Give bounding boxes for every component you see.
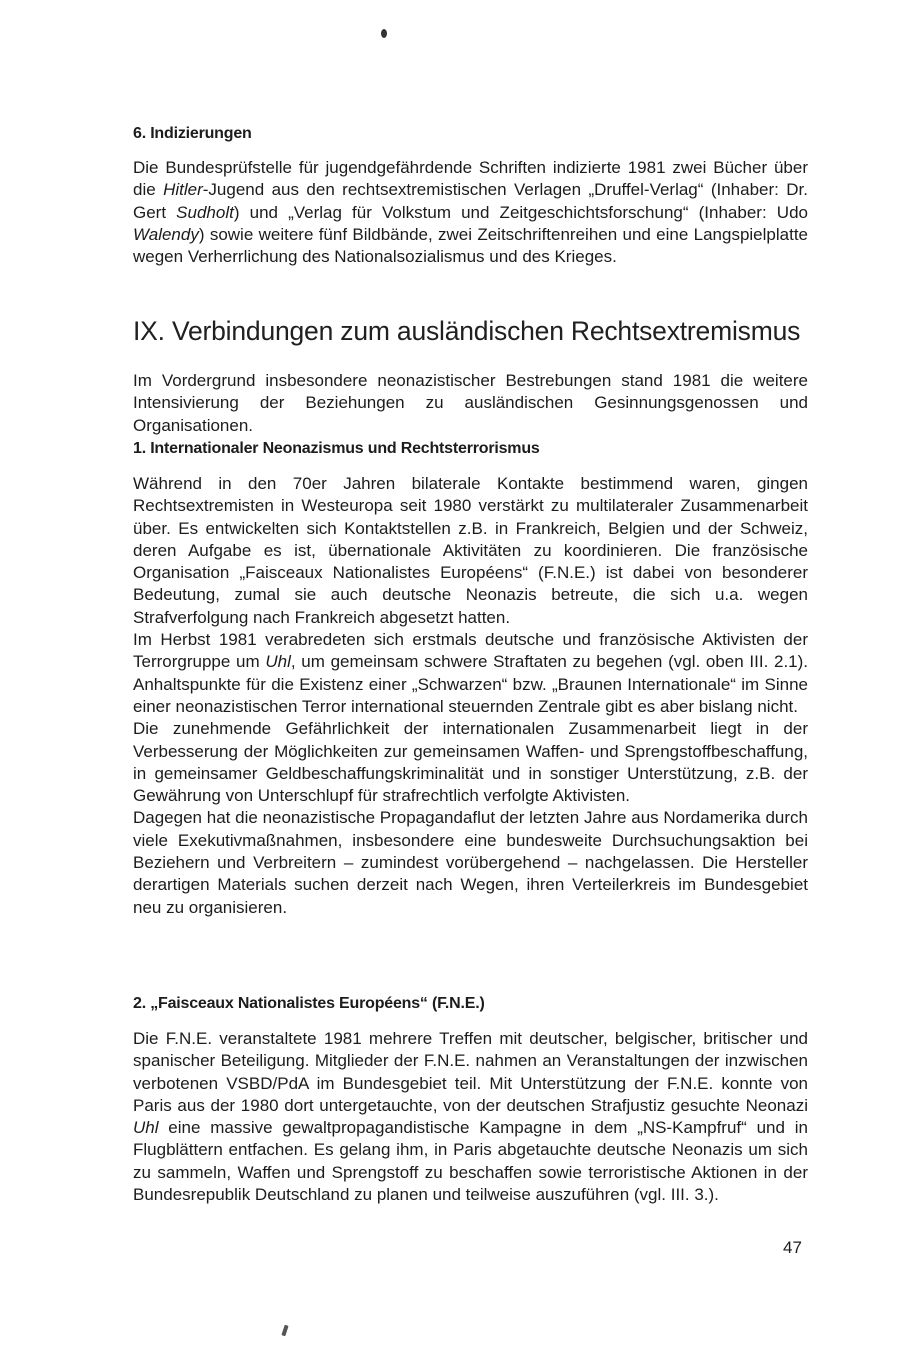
page-number: 47 <box>783 1238 802 1257</box>
italic-text-run: Walendy <box>133 224 199 244</box>
section-1-paragraph-2 <box>133 629 808 718</box>
section-1-paragraph-1 <box>133 473 808 629</box>
scan-ink-mark <box>281 1325 288 1337</box>
chapter-ix-intro <box>133 370 808 437</box>
italic-text-run: Uhl <box>265 652 291 672</box>
chapter-ix-intro-paragraph <box>133 370 808 437</box>
text-run: Im Vordergrund insbesondere neonazistischer Bestrebungen stand 1981 die weitere Intensivierung der Beziehungen zu ausländischen Gesinnungsgenossen und Organisationen. <box>133 371 808 435</box>
section-1-paragraph-3 <box>133 718 808 807</box>
scan-dot-mark <box>381 29 387 38</box>
chapter-ix-heading: IX. Verbindungen zum ausländischen Rechtsextremismus <box>133 316 801 346</box>
text-run: Die Bundesprüfstelle für jugendgefährdende Schriften indizierte 1981 zwei Bücher über die <box>133 158 808 200</box>
section-2-paragraph <box>133 1028 808 1206</box>
text-run: , um gemeinsam schwere Straftaten zu begehen (vgl. oben III. 2.1). Anhaltspunkte für die Existenz einer „Schwarzen“ bzw. „Braunen Internationale“ im Sinne einer neonazistischen Terror international steuernden Zentrale gibt es aber bislang nicht. <box>133 652 809 716</box>
text-run: Während in den 70er Jahren bilaterale Kontakte bestimmend waren, gingen Rechtsextremisten in Westeuropa seit 1980 verstärkt zu multilateraler Zusammenarbeit über. Es entwickelten sich Kontaktstellen z.B. in Frankreich, Belgien und der Schweiz, deren Aufgabe es ist, übernationale Aktivitäten zu koordinieren. Die französische Organisation „Faisceaux Nationalistes Européens“ (F.N.E.) ist dabei von besonderer Bedeutung, zumal sie auch deutsche Neonazis betreute, die sich u.a. wegen Strafverfolgung nach Frankreich abgesetzt hatten. <box>133 474 808 627</box>
section-6-heading: 6. Indizierungen <box>133 125 252 142</box>
text-run: -Jugend aus den rechtsextremistischen Verlagen „Druffel-Verlag“ (Inhaber: Dr. Gert <box>133 180 808 222</box>
section-1-body <box>133 473 808 919</box>
text-run: eine massive gewaltpropagandistische Kampagne in dem „NS-Kampfruf“ und in Flugblättern entfachen. Es gelang ihm, in Paris abgetauchte deutsche Neonazis um sich zu sammeln, Waffen und Sprengstoff zu beschaffen sowie terroristische Aktionen in der Bundesrepublik Deutschland zu planen und teilweise auszuführen (vgl. III. 3.). <box>133 1118 808 1205</box>
italic-text-run: Sudholt <box>176 202 234 222</box>
section-6-paragraph <box>133 157 808 268</box>
text-run: ) und „Verlag für Volkstum und Zeitgeschichtsforschung“ (Inhaber: Udo <box>233 202 808 222</box>
section-1-paragraph-4 <box>133 807 808 918</box>
text-run: Die zunehmende Gefährlichkeit der internationalen Zusammenarbeit liegt in der Verbesserung der Möglichkeiten zur gemeinsamen Waffen- und Sprengstoffbeschaffung, in gemeinsamer Geldbeschaffungskriminalität und in sonstiger Unterstützung, z.B. der Gewährung von Unterschlupf für strafrechtlich verfolgte Aktivisten. <box>133 719 808 806</box>
text-run: ) sowie weitere fünf Bildbände, zwei Zeitschriftenreihen und eine Langspielplatte wegen Verherrlichung des Nationalsozialismus und des Krieges. <box>133 224 808 267</box>
section-6-body <box>133 157 808 268</box>
text-run: Im Herbst 1981 verabredeten sich erstmals deutsche und französische Aktivisten der Terrorgruppe um <box>133 630 808 672</box>
section-1-heading: 1. Internationaler Neonazismus und Rechtsterrorismus <box>133 440 540 457</box>
section-2-heading: 2. „Faisceaux Nationalistes Européens“ (F.N.E.) <box>133 995 485 1012</box>
italic-text-run: Uhl <box>133 1118 159 1138</box>
section-2-body <box>133 1028 808 1206</box>
text-run: Dagegen hat die neonazistische Propagandaflut der letzten Jahre aus Nordamerika durch viele Exekutivmaßnahmen, insbesondere eine bundesweite Durchsuchungsaktion bei Beziehern und Verbreitern – zumindest vorübergehend – nachgelassen. Die Hersteller derartigen Materials suchen derzeit nach Wegen, ihren Verteilerkreis im Bundesgebiet neu zu organisieren. <box>133 808 808 917</box>
text-run: Die F.N.E. veranstaltete 1981 mehrere Treffen mit deutscher, belgischer, britischer und spanischer Beteiligung. Mitglieder der F.N.E. nahmen an Veranstaltungen der inzwischen verbotenen VSBD/PdA im Bundesgebiet teil. Mit Unterstützung der F.N.E. konnte von Paris aus der 1980 dort untergetauchte, von der deutschen Strafjustiz gesuchte Neonazi <box>133 1029 808 1115</box>
italic-text-run: Hitler <box>163 180 203 200</box>
